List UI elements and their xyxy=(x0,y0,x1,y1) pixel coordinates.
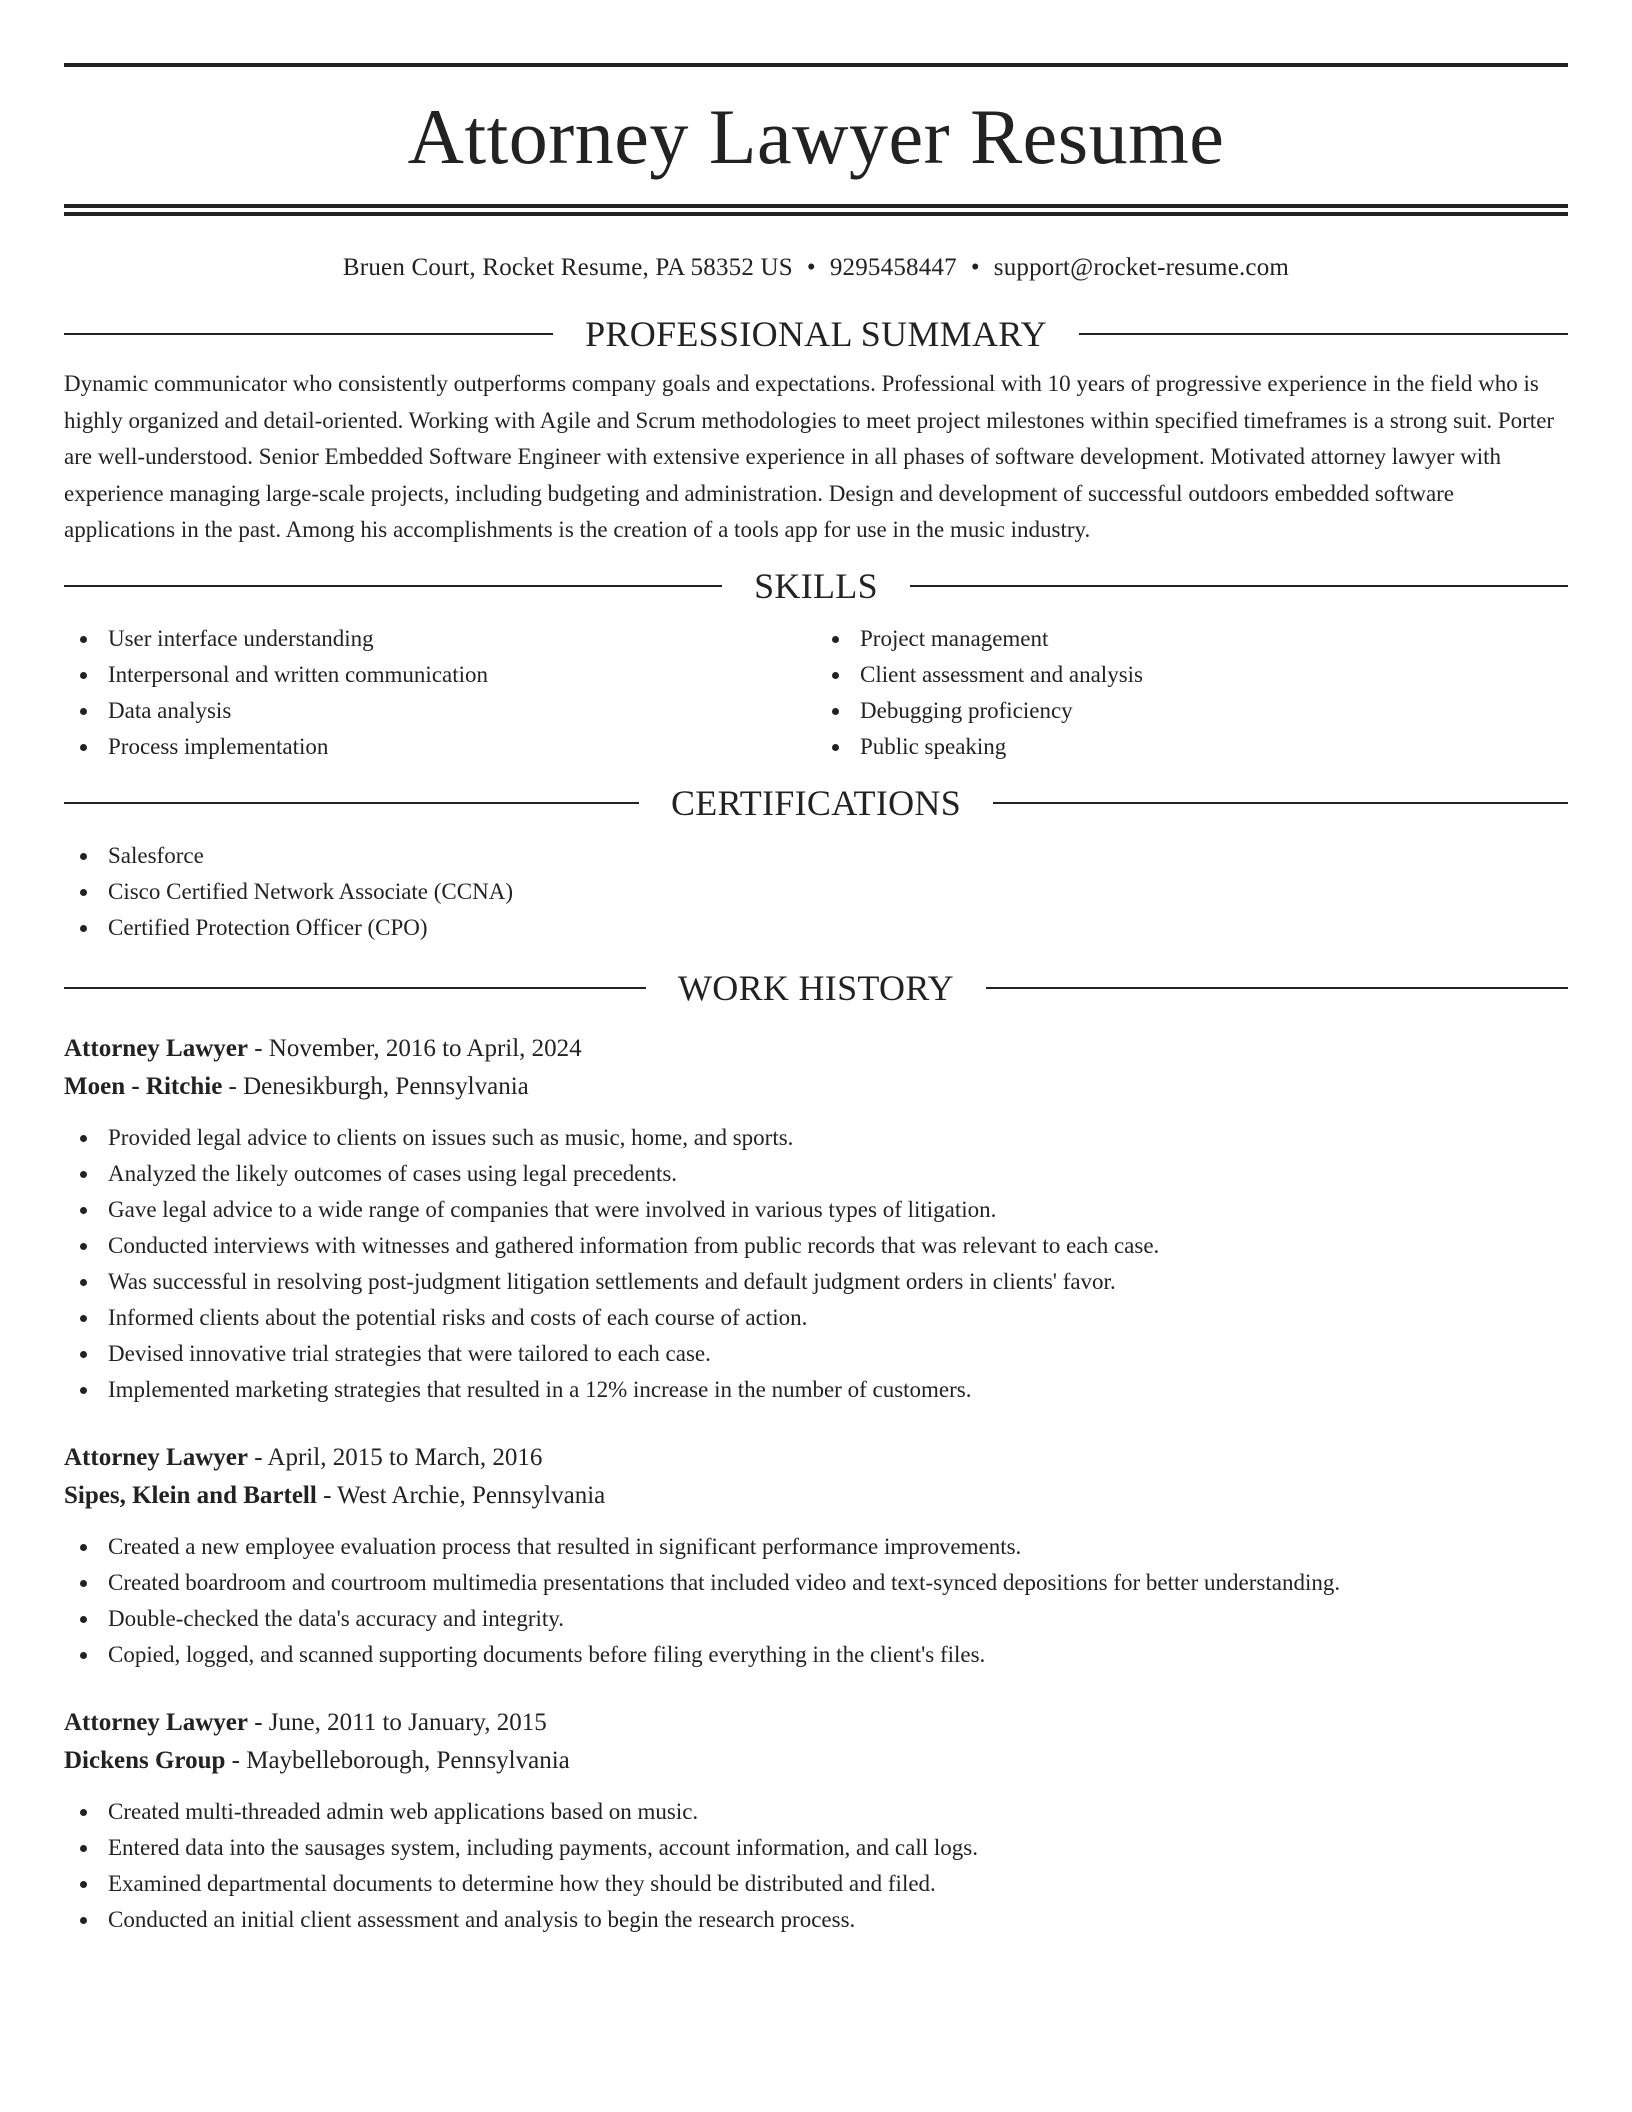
skill-item: Debugging proficiency xyxy=(816,693,1568,729)
job-entry xyxy=(64,1704,1568,1938)
job-bullet: Conducted an initial client assessment and analysis to begin the research process. xyxy=(64,1902,1568,1938)
job-bullet: Copied, logged, and scanned supporting documents before filing everything in the client's files. xyxy=(64,1637,1568,1673)
job-company-line xyxy=(64,1477,1568,1515)
job-dates: - June, 2011 to January, 2015 xyxy=(247,1708,547,1736)
divider-line xyxy=(64,987,646,989)
job-bullet: Was successful in resolving post-judgment litigation settlements and default judgment orders in clients' favor. xyxy=(64,1264,1568,1300)
divider-line xyxy=(910,585,1568,587)
skill-item: Project management xyxy=(816,621,1568,657)
job-location: - Denesikburgh, Pennsylvania xyxy=(222,1072,529,1100)
skills-list-left xyxy=(64,621,816,765)
summary-section-header xyxy=(64,314,1568,354)
job-entry xyxy=(64,1439,1568,1673)
contact-phone: 9295458447 xyxy=(829,254,957,281)
contact-email[interactable]: support@rocket-resume.com xyxy=(993,254,1290,281)
certifications-heading: CERTIFICATIONS xyxy=(670,782,962,823)
job-title: Attorney Lawyer xyxy=(64,1443,248,1471)
job-bullet: Created a new employee evaluation process that resulted in significant performance improvements. xyxy=(64,1529,1568,1565)
work-heading: WORK HISTORY xyxy=(678,967,954,1008)
job-company-line xyxy=(64,1068,1568,1106)
work-section-header xyxy=(64,968,1568,1008)
job-bullet: Double-checked the data's accuracy and integrity. xyxy=(64,1601,1568,1637)
job-title: Attorney Lawyer xyxy=(64,1034,248,1062)
job-title-line xyxy=(64,1030,1568,1068)
job-bullets xyxy=(64,1794,1568,1938)
contact-line xyxy=(64,253,1568,283)
job-location: - West Archie, Pennsylvania xyxy=(316,1481,606,1509)
resume-title: Attorney Lawyer Resume xyxy=(407,93,1225,180)
job-bullet: Implemented marketing strategies that resulted in a 12% increase in the number of customers. xyxy=(64,1372,1568,1408)
job-bullets xyxy=(64,1120,1568,1408)
job-location: - Maybelleborough, Pennsylvania xyxy=(225,1746,570,1774)
job-bullet: Informed clients about the potential risks and costs of each course of action. xyxy=(64,1300,1568,1336)
divider-line xyxy=(993,802,1568,804)
skills-columns xyxy=(64,621,1568,765)
job-company: Sipes, Klein and Bartell xyxy=(64,1481,317,1509)
job-title-line xyxy=(64,1439,1568,1477)
job-dates: - April, 2015 to March, 2016 xyxy=(247,1443,543,1471)
job-company: Moen - Ritchie xyxy=(64,1072,223,1100)
skill-item: User interface understanding xyxy=(64,621,816,657)
job-bullet: Conducted interviews with witnesses and gathered information from public records that was relevant to each case. xyxy=(64,1228,1568,1264)
job-bullet: Provided legal advice to clients on issues such as music, home, and sports. xyxy=(64,1120,1568,1156)
job-title-line xyxy=(64,1704,1568,1742)
job-dates: - November, 2016 to April, 2024 xyxy=(247,1034,582,1062)
divider-line xyxy=(64,802,639,804)
contact-separator: • xyxy=(806,254,816,281)
certification-item: Certified Protection Officer (CPO) xyxy=(64,910,1568,946)
certification-item: Salesforce xyxy=(64,838,1568,874)
certification-item: Cisco Certified Network Associate (CCNA) xyxy=(64,874,1568,910)
skill-item: Public speaking xyxy=(816,729,1568,765)
resume-page xyxy=(0,63,1632,2112)
skill-item: Client assessment and analysis xyxy=(816,657,1568,693)
job-entry xyxy=(64,1030,1568,1408)
skill-item: Data analysis xyxy=(64,693,816,729)
job-bullet: Created boardroom and courtroom multimedia presentations that included video and text-synced depositions for better understanding. xyxy=(64,1565,1568,1601)
divider-line xyxy=(64,585,722,587)
contact-address: Bruen Court, Rocket Resume, PA 58352 US xyxy=(342,254,793,281)
job-bullets xyxy=(64,1529,1568,1673)
divider-line xyxy=(64,333,553,335)
certifications-section-header xyxy=(64,783,1568,823)
title-double-rule xyxy=(64,204,1568,216)
job-bullet: Entered data into the sausages system, including payments, account information, and call logs. xyxy=(64,1830,1568,1866)
skills-heading: SKILLS xyxy=(754,565,878,606)
job-bullet: Devised innovative trial strategies that were tailored to each case. xyxy=(64,1336,1568,1372)
job-bullet: Created multi-threaded admin web applications based on music. xyxy=(64,1794,1568,1830)
summary-text: Dynamic communicator who consistently outperforms company goals and expectations. Professional with 10 years of progressive experience in the field who is highly organized and detail-oriented. Working with Agile and Scrum methodologies to meet project milestones within specified timeframes is a strong suit. Porter are well-understood. Senior Embedded Software Engineer with extensive experience in all phases of software development. Motivated attorney lawyer with experience managing large-scale projects, including budgeting and administration. Design and development of successful outdoors embedded software applications in the past. Among his accomplishments is the creation of a tools app for use in the music industry. xyxy=(64,371,1555,542)
divider-line xyxy=(1079,333,1568,335)
contact-separator: • xyxy=(970,254,980,281)
certifications-list xyxy=(64,838,1568,946)
job-company-line xyxy=(64,1742,1568,1780)
skills-section-header xyxy=(64,566,1568,606)
job-bullet: Gave legal advice to a wide range of companies that were involved in various types of litigation. xyxy=(64,1192,1568,1228)
skill-item: Process implementation xyxy=(64,729,816,765)
job-company: Dickens Group xyxy=(64,1746,226,1774)
job-bullet: Examined departmental documents to determine how they should be distributed and filed. xyxy=(64,1866,1568,1902)
summary-heading: PROFESSIONAL SUMMARY xyxy=(585,314,1047,354)
top-rule xyxy=(64,63,1568,67)
skill-item: Interpersonal and written communication xyxy=(64,657,816,693)
job-title: Attorney Lawyer xyxy=(64,1708,248,1736)
skills-list-right xyxy=(816,621,1568,765)
job-bullet: Analyzed the likely outcomes of cases using legal precedents. xyxy=(64,1156,1568,1192)
divider-line xyxy=(986,987,1568,989)
